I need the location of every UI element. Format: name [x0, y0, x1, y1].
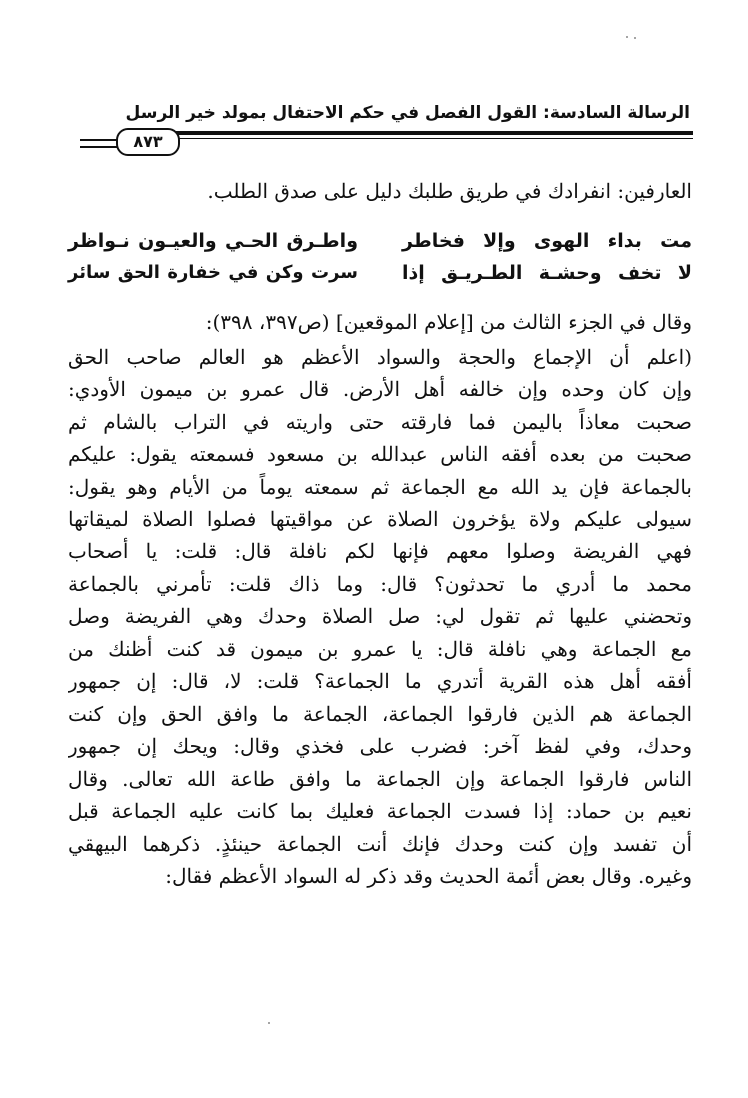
header-rule-left — [80, 139, 117, 148]
verse-second-hemistich: سرت وكن في خفارة الحق سائر — [68, 262, 358, 283]
text-line: صحبت من بعده أفقه الناس عبدالله بن مسعود فسمعته يقول: عليكم — [68, 442, 692, 466]
text-line: أفقه أهل هذه القرية أتدري ما الجماعة؟ قلت: لا، قال: إن جمهور — [68, 669, 692, 693]
running-header-title: الرسالة السادسة: القول الفصل في حكم الاحتفال بمولد خير الرسل — [125, 103, 690, 123]
scan-speck — [268, 1022, 270, 1024]
text-line: سيولى عليكم ولاة يؤخرون الصلاة عن مواقيتها فصلوا الصلاة لميقاتها — [68, 507, 692, 531]
text-line: وإن كان وحده وإن خالفه أهل الأرض. قال عمرو بن ميمون الأودي: — [68, 377, 692, 401]
text-line: وقال في الجزء الثالث من [إعلام الموقعين] (ص٣٩٧، ٣٩٨): — [205, 310, 692, 334]
text-line: (اعلم أن الإجماع والحجة والسواد الأعظم هو العالم صاحب الحق — [68, 345, 692, 369]
verse-second-hemistich: واطـرق الحـي والعيـون نـواظر — [68, 230, 358, 252]
text-line: الناس فارقوا الجماعة وإن الجماعة ما وافق طاعة الله تعالى. وقال — [68, 767, 692, 791]
verse-line — [68, 256, 692, 290]
text-line: فهي الفريضة وصلوا معهم فإنها لكم نافلة قال: قلت: يا أصحاب — [68, 539, 692, 563]
verse-first-hemistich: مت بداء الهوى وإلا فخاطر — [402, 230, 692, 252]
verse-line — [68, 224, 692, 258]
verse-first-hemistich: لا تخف وحشـة الطـريـق إذا — [402, 262, 692, 284]
page-number: ٨٧٣ — [116, 128, 180, 156]
text-line: محمد ما أدري ما تحدثون؟ قال: وما ذاك قلت: تأمرني بالجماعة — [68, 572, 692, 596]
scan-speck — [634, 37, 636, 39]
text-line: صحبت معاذاً باليمن فما فارقته حتى واريته في التراب بالشام ثم — [68, 410, 692, 434]
text-line: مع الجماعة وهي نافلة قال: يا عمرو بن ميمون قد كنت أظنك من — [68, 637, 692, 661]
text-line: بالجماعة فإن يد الله مع الجماعة ثم سمعته يوماً من الأيام وهو يقول: — [68, 475, 692, 499]
text-line: وحدك، وفي لفظ آخر: فضرب على فخذي وقال: ويحك إن جمهور — [68, 734, 692, 758]
header-rule-thin — [175, 138, 693, 139]
scan-speck — [626, 36, 628, 38]
text-line: الجماعة هم الذين فارقوا الجماعة، الجماعة ما وافق الحق وإن كنت — [68, 702, 692, 726]
text-line: وتحضني عليها ثم تقول لي: صل الصلاة وحدك وهي الفريضة وصل — [68, 604, 692, 628]
text-line: وغيره. وقال بعض أئمة الحديث وقد ذكر له السواد الأعظم فقال: — [165, 864, 692, 888]
text-line: أن تفسد وإن كنت وحدك فإنك أنت الجماعة حينئذٍ. ذكرهما البيهقي — [68, 832, 692, 856]
header-rule-thick — [175, 131, 693, 135]
intro-line: العارفين: انفرادك في طريق طلبك دليل على صدق الطلب. — [207, 179, 692, 203]
text-line: نعيم بن حماد: إذا فسدت الجماعة فعليك بما كانت عليه الجماعة قبل — [68, 799, 692, 823]
